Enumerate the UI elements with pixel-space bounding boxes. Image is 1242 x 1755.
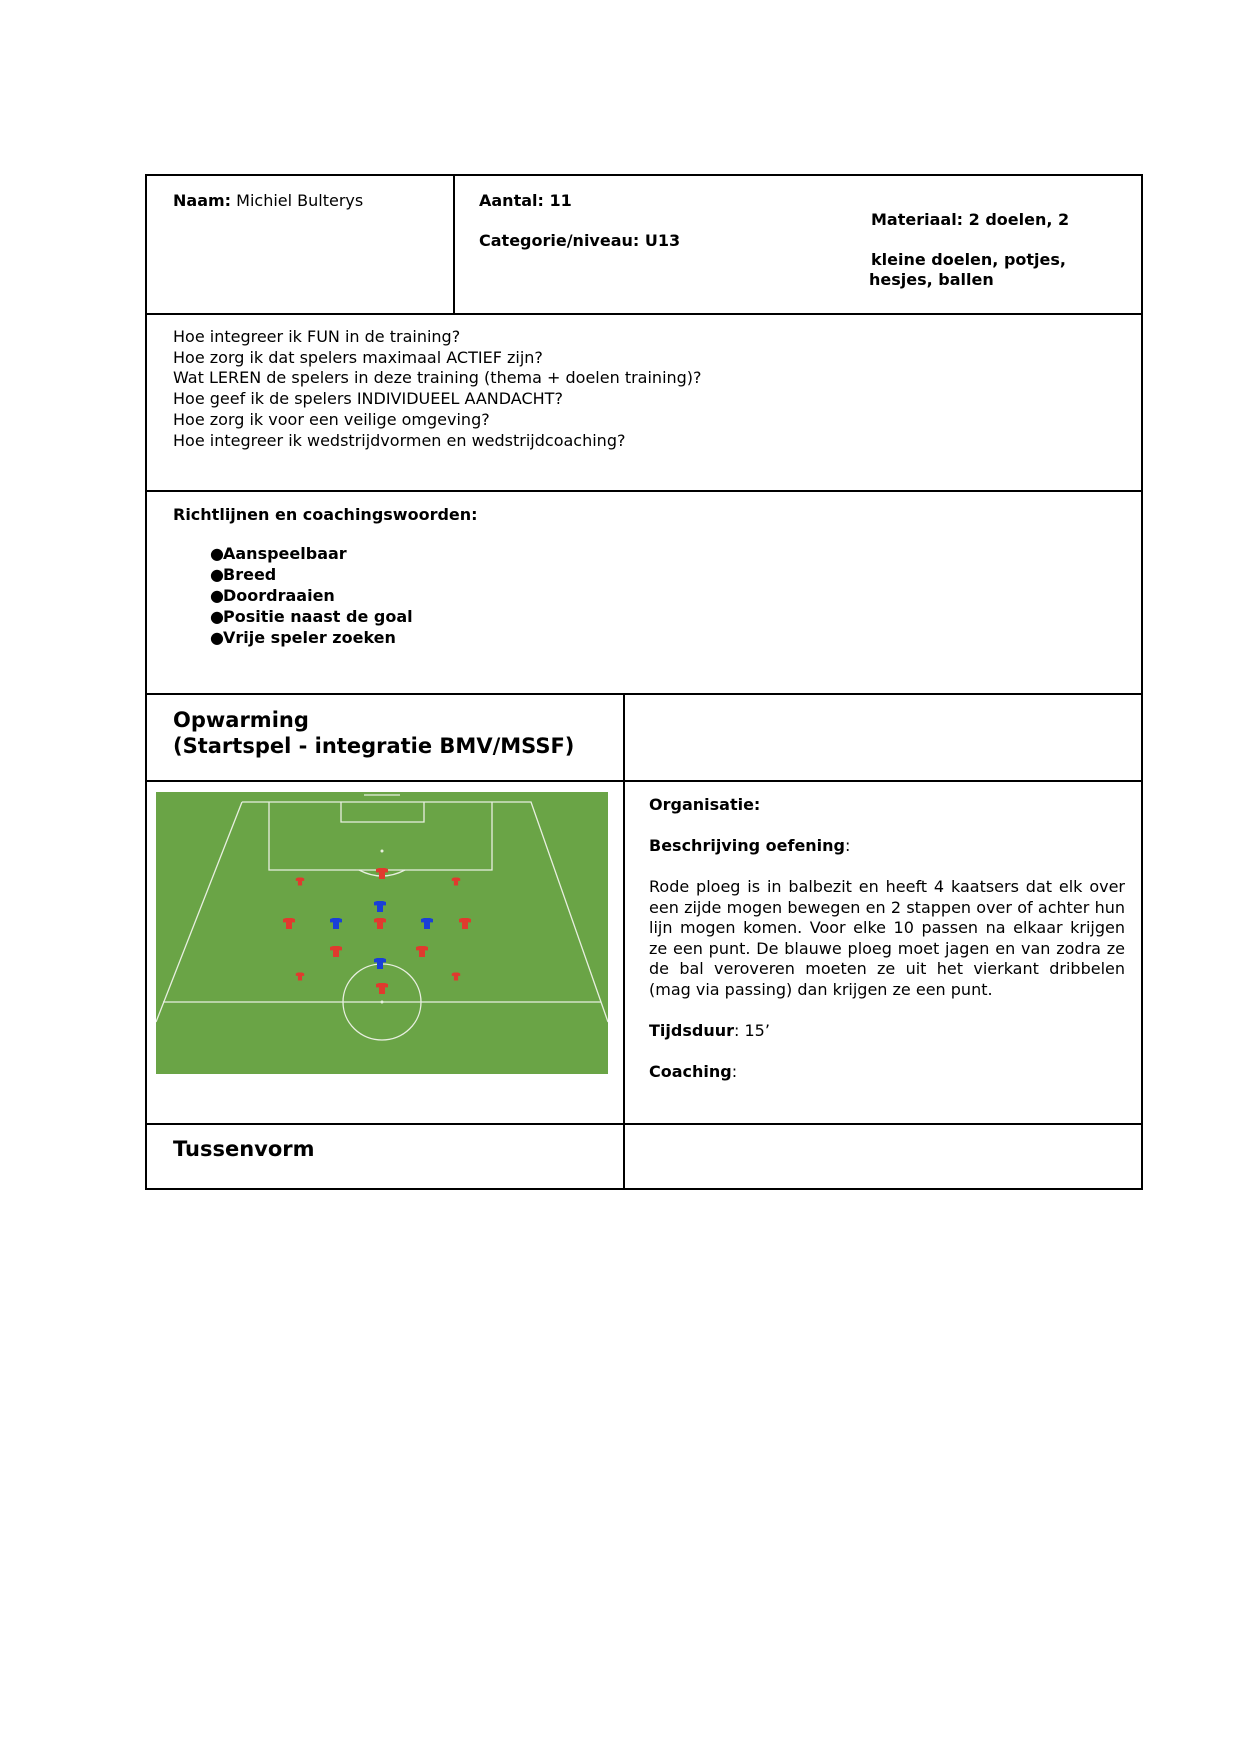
organisatie-cell	[624, 781, 1142, 1124]
coaching-label: Coaching	[649, 1062, 732, 1081]
question-4: Hoe geef ik de spelers INDIVIDUEEL AANDACHT?	[173, 389, 563, 409]
pitch-grass	[156, 792, 608, 1074]
bullet-icon: ●	[210, 607, 224, 626]
centre-spot	[381, 1001, 384, 1004]
organisatie-label: Organisatie:	[649, 795, 761, 814]
beschrijving-label: Beschrijving oefening	[649, 836, 846, 855]
tijdsduur-line	[649, 1020, 1125, 1041]
richtlijnen-list	[210, 543, 1141, 648]
richtlijnen-cell	[146, 491, 1142, 694]
naam-label: Naam:	[173, 191, 232, 210]
tijdsduur-value: : 15’	[733, 1021, 770, 1040]
tussenvorm-title: Tussenvorm	[173, 1137, 315, 1161]
bullet-icon: ●	[210, 628, 224, 647]
richtlijnen-title: Richtlijnen en coachingswoorden:	[173, 505, 478, 524]
bullet-icon: ●	[210, 565, 224, 584]
exercise-description: Rode ploeg is in balbezit en heeft 4 kaatsers dat elk over een zijde mogen bewegen en 2 stappen over of achter hun lijn mogen komen. Voor elke 10 passen na elkaar krijgen ze een punt. De blauwe ploeg moet jagen en van zodra ze de bal veroveren moeten ze uit het vierkant dribbelen (mag via passing) dan krijgen ze een punt.	[649, 877, 1125, 999]
aantal-materiaal-cell	[454, 175, 1142, 314]
opwarming-title-2: (Startspel - integratie BMV/MSSF)	[173, 734, 575, 758]
opwarming-cell	[146, 694, 624, 781]
bullet-icon: ●	[210, 586, 224, 605]
beschrijving-colon: :	[845, 836, 851, 855]
question-6: Hoe integreer ik wedstrijdvormen en wedstrijdcoaching?	[173, 430, 626, 450]
tussenvorm-cell	[146, 1124, 624, 1189]
naam-value: Michiel Bulterys	[236, 191, 364, 210]
field-cell	[146, 781, 624, 1124]
question-5: Hoe zorg ik voor een veilige omgeving?	[173, 409, 490, 429]
list-item-label: Aanspeelbaar	[223, 544, 347, 563]
categorie-text: Categorie/niveau: U13	[479, 231, 681, 250]
list-item	[210, 627, 1141, 648]
coaching-line	[649, 1061, 1125, 1082]
list-item-label: Breed	[223, 565, 277, 584]
penalty-spot	[381, 850, 384, 853]
opwarming-empty-cell	[624, 694, 1142, 781]
list-item-label: Doordraaien	[223, 586, 335, 605]
naam-cell	[146, 175, 454, 314]
tijdsduur-label: Tijdsduur	[649, 1021, 734, 1040]
list-item	[210, 606, 1141, 627]
beschrijving-heading	[649, 835, 1125, 856]
materiaal-line-1: Materiaal: 2 doelen, 2	[871, 210, 1070, 229]
question-1: Hoe integreer ik FUN in de training?	[173, 327, 461, 346]
list-item-label: Positie naast de goal	[223, 607, 413, 626]
materiaal-lines	[869, 250, 1066, 290]
list-item-label: Vrije speler zoeken	[223, 628, 396, 647]
questions-cell	[146, 314, 1142, 491]
question-3: Wat LEREN de spelers in deze training (thema + doelen training)?	[173, 368, 702, 388]
coaching-colon: :	[731, 1062, 738, 1081]
question-2: Hoe zorg ik dat spelers maximaal ACTIEF zijn?	[173, 347, 543, 367]
list-item	[210, 564, 1141, 585]
training-sheet	[145, 174, 1143, 1190]
list-item	[210, 543, 1141, 564]
list-item	[210, 585, 1141, 606]
materiaal-line-2: kleine doelen, potjes,	[871, 250, 1066, 269]
football-pitch-diagram	[156, 792, 608, 1074]
opwarming-title-1: Opwarming	[173, 708, 309, 732]
bullet-icon: ●	[210, 544, 224, 563]
tussenvorm-empty-cell	[624, 1124, 1142, 1189]
aantal-text: Aantal: 11	[479, 191, 572, 210]
materiaal-line-3: hesjes, ballen	[869, 270, 994, 289]
